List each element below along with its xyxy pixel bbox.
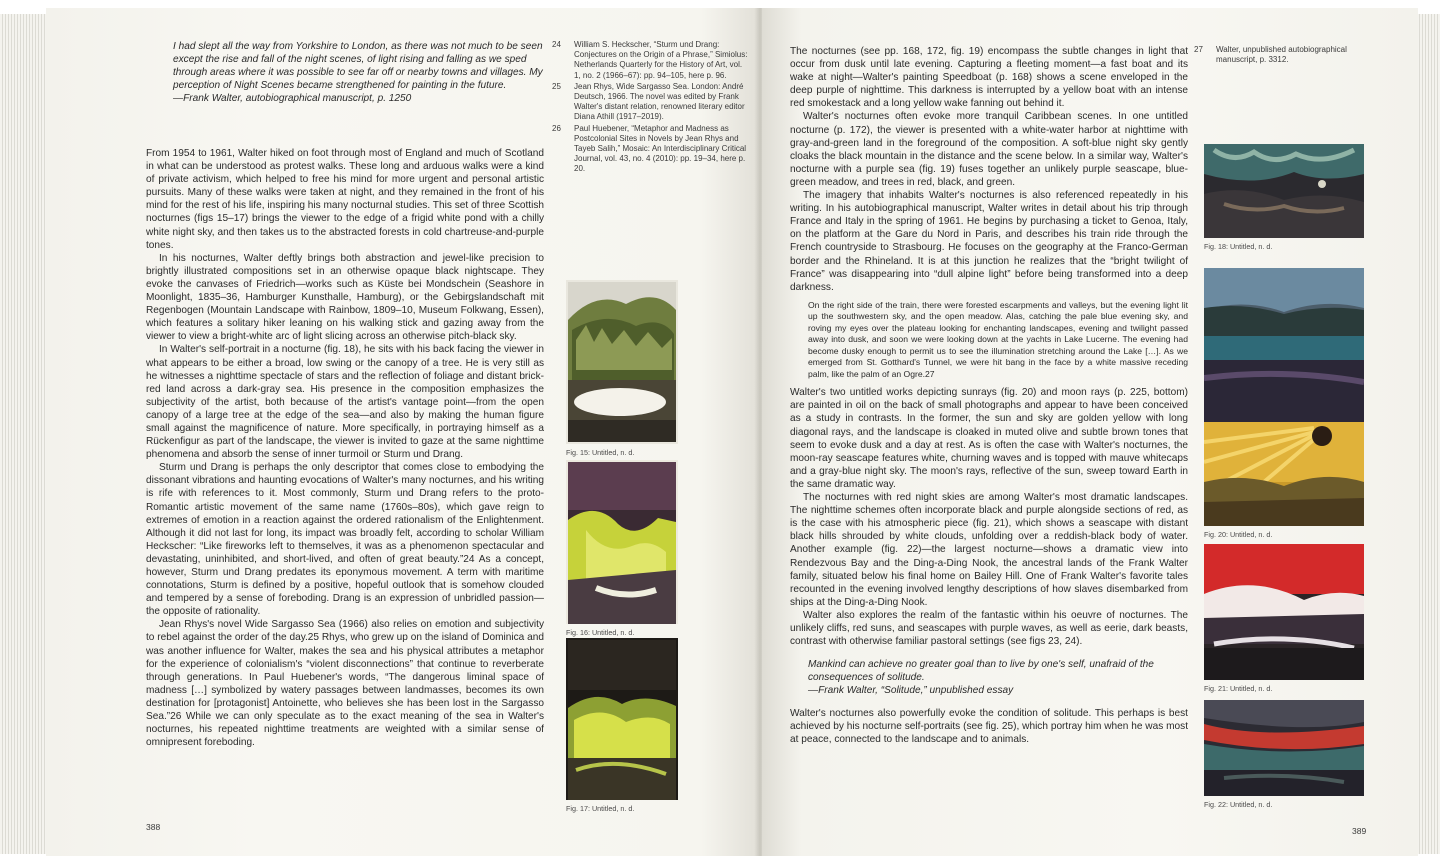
painting-image: [1204, 422, 1364, 526]
painting-image: [566, 460, 678, 624]
paragraph: From 1954 to 1961, Walter hiked on foot through most of England and much of Scotland in what can be understood as protest walks. These long and arduous walks were a kind of private activism, which helped to free his mind for more urgent and personal artistic pursuits. Many of these walks were taken at night, and they remained in the front of his mind for the rest of his life, inspiring his many nocturnal studies. This set of three Scottish nocturnes (figs 15–17) brings the viewer to the edge of a frigid white pond with a chilly white night sky, and then takes us to the abstracted forests in cold chartreuse-and-purple tones.: [146, 148, 544, 251]
footnote: 25 Jean Rhys, Wide Sargasso Sea. London: André Deutsch, 1966. The novel was edited by Frank Walter's distant relation, renowned literary editor Diana Athill (1917–2019).: [552, 81, 745, 122]
paragraph: The nocturnes (see pp. 168, 172, fig. 19) encompass the subtle changes in light that occur from dusk until late evening. Capturing a fleeting moment—a fast boat and its wake at night—Walter's painting Speedboat (p. 168) shows a scene enveloped in the deep purple of nighttime. This darkness is interrupted by a yellow boat with an intense red smokestack and a long yellow wake fanning out behind it.: [790, 46, 1188, 110]
right-epigraph-attribution: —Frank Walter, “Solitude,” unpublished essay: [808, 685, 1014, 697]
paragraph: In Walter's self-portrait in a nocturne (fig. 18), he sits with his back facing the viewer in what appears to be either a broad, low swing or the canopy of a tree. He is very still as he witnesses a nighttime spectacle of stars and the reflection of foliage and distant brick-red land across a dark-gray sea. His presence in the composition emphasizes the subjectivity of the artist, both because of the artist's vantage point—from the open canopy of a large tree at the edge of the sea—and also by making the human figure small against the magnificence of nature. More specifically, in portraying himself as a Rückenfigur as part of the landscape, the viewer is invited to gaze at the same nighttime phenomena and absorb the sense of inner turmoil or Sturm und Drang.: [146, 344, 544, 461]
page-number: 388: [146, 822, 161, 832]
figure-caption: Fig. 16: Untitled, n. d.: [566, 628, 635, 637]
painting-image: [1204, 544, 1364, 680]
figure-caption: Fig. 17: Untitled, n. d.: [566, 804, 635, 813]
left-body-text: [146, 147, 544, 749]
figure-caption: Fig. 15: Untitled, n. d.: [566, 448, 635, 457]
painting-image: [566, 638, 678, 800]
footnote: 24 William S. Heckscher, “Sturm und Drang: Conjectures on the Origin of a Phrase,” Simiolus: Netherlands Quarterly for the History of Art, vol. 1, no. 2 (1966–67): pp. 94–105, here p. 96.: [552, 40, 748, 80]
painting-image: [1204, 268, 1364, 428]
page-edges-left: [0, 14, 52, 854]
left-epigraph-attribution: —Frank Walter, autobiographical manuscript, p. 1250: [173, 93, 412, 104]
footnote: 27 Walter, unpublished autobiographical manuscript, p. 3312.: [1194, 45, 1347, 65]
figure-caption: Fig. 18: Untitled, n. d.: [1204, 242, 1273, 251]
blockquote: On the right side of the train, there were forested escarpments and valleys, but the evening light lit up the southwestern sky, and the open meadow. Alas, catching the pale blue evening sky, and roving my eyes over the plateau looking for enchanting landscapes, evening and twilight passed away into dusk, and soon we were looking down at the yachts in Lake Lucerne. The evening had become dusky enough to permit us to see the illumination stretching around the Lake […]. As we emerged from St. Gotthard's Tunnel, we were hit bang in the face by a white massive receding palm, like the palm of an Ogre.27: [808, 299, 1188, 379]
painting-image: [566, 280, 678, 444]
paragraph: The imagery that inhabits Walter's nocturnes is also referenced repeatedly in his writing. In his autobiographical manuscript, Walter writes in detail about his trip through France and Italy in the spring of 1961. He begins by purchasing a ticket to Genoa, Italy, on the platform at the Gare du Nord in Paris, and describes his train ride through the French countryside to Strasbourg. He focuses on the geography at the Franco-German border and the Rhineland. It is at this junction he realizes that the “bright twilight of France” was disappearing into “dull alpine light” before being transformed into a deep darkness.: [790, 190, 1188, 293]
paragraph: Walter's two untitled works depicting sunrays (fig. 20) and moon rays (p. 225, bottom) are painted in oil on the back of small photographs and appear to have been conceived as a study in contrasts. In the former, the sun and sky are golden yellow with long diagonal rays, and the landscape is cloaked in muted olive and subtle brown tones that seem to evoke dusk and a day at rest. As is often the case with Walter's nocturnes, the moon-ray seascape features white, churning waves and is topped with mauve whitecaps and a gray-blue night sky. The moon's rays, reflective of the sun, sweep toward Earth in the same dramatic way.: [790, 387, 1188, 490]
painting-image: [1204, 144, 1364, 238]
left-page: [46, 8, 758, 856]
figure-caption: Fig. 20: Untitled, n. d.: [1204, 530, 1273, 539]
left-epigraph: [173, 40, 545, 105]
right-epigraph-text: Mankind can achieve no greater goal than to live by one's self, unafraid of the consequences of solitude.: [808, 659, 1154, 684]
figure-caption: Fig. 22: Untitled, n. d.: [1204, 800, 1273, 809]
right-footnotes: [1194, 45, 1364, 66]
left-epigraph-text: I had slept all the way from Yorkshire to London, as there was not much to be seen except the rise and fall of the night scenes, of light rising and falling as we sped through areas where it was possible to see far off or nearby towns and villages. My perception of Night Scenes became strengthened for painting in the future.: [173, 41, 543, 91]
right-epigraph: [808, 658, 1188, 697]
paragraph: Walter's nocturnes often evoke more tranquil Caribbean scenes. In one untitled nocturne (p. 172), the viewer is presented with a white-water harbor at nighttime with gray-and-green land in the foreground of the composition. A soft-blue night sky gently cloaks the black mountain in the distance and the scene below. In a similar way, Walter's nocturne with a purple sea (fig. 19) fuses together an unlikely purple seascape, blue-green meadow, and trees in red, black, and green.: [790, 111, 1188, 188]
paragraph: Jean Rhys's novel Wide Sargasso Sea (1966) also relies on emotion and subjectivity to rebel against the order of the day.25 Rhys, who grew up on the island of Dominica and was another influence for Walter, makes the sea and his physical attributes a metaphor for the experience of colonialism's “violent disconnections” that continue to reverberate through generations. In Paul Huebener's words, “The dangerous liminal space of madness […] symbolized by watery passages between landmasses, becomes its own destination for [protagonist] Antoinette, who believes she has been lost in the Sargasso Sea.”26 While we can only speculate as to the exact meaning of the sea in Walter's nocturnes, his repeated nighttime treatments are weighted with a similar sense of omnipresent foreboding.: [146, 619, 544, 749]
paragraph: In his nocturnes, Walter deftly brings both abstraction and jewel-like precision to brightly illustrated compositions set in an otherwise opaque black nightscape. They evoke the canvases of Friedrich—works such as Küste bei Mondschein (Seashore in Moonlight, 1835–36, Hamburger Kunsthalle, Hamburg), or the Gebirgslandschaft mit Regenbogen (Mountain Landscape with Rainbow, 1809–10, Museum Folkwang, Essen), which features a solitary hiker leaning on his walking stick and gazing away from the viewer to view a bright-white arc of light slicing across an otherwise pitch-black sky.: [146, 252, 544, 343]
page-number: 389: [1352, 826, 1367, 836]
left-footnotes: [552, 40, 748, 176]
footnote: 26 Paul Huebener, “Metaphor and Madness as Postcolonial Sites in Novels by Jean Rhys and Tayeb Salih,” Mosaic: An Interdisciplinary Critical Journal, vol. 43, no. 4 (2010): pp. 19–34, here p. 20.: [552, 123, 747, 174]
right-page: [762, 8, 1418, 856]
painting-image: [1204, 700, 1364, 796]
right-body-text: [790, 45, 1188, 746]
paragraph: Walter also explores the realm of the fantastic within his oeuvre of nocturnes. The unlikely cliffs, red suns, and seascapes with purple waves, as well as eerie, dark beasts, contrast with otherwise familiar pastoral settings (see figs 23, 24).: [790, 609, 1188, 648]
figure-caption: Fig. 21: Untitled, n. d.: [1204, 684, 1273, 693]
paragraph: Walter's nocturnes also powerfully evoke the condition of solitude. This perhaps is best achieved by his nocturne self-portraits (see fig. 25), which portray him when he was most at peace, connected to the landscape and to animals.: [790, 708, 1188, 746]
paragraph: Sturm und Drang is perhaps the only descriptor that comes close to embodying the dissonant vibrations and haunting evocations of Walter's many nocturnes, and his writing is rife with references to it. Most commonly, Sturm und Drang refers to the proto-Romantic artistic movement of the same name (1760s–80s), which gave reign to extremes of emotion in a reaction against the ordered rationalism of the Enlightenment. Although it did not last for long, its impact was broadly felt, according to scholar William Heckscher: “Like fireworks left to themselves, it was as a phenomenon spectacular and devastating, uninhibited, and short-lived, and often of great beauty.”24 As a concept, however, Sturm und Drang predates its eponymous movement. A term with maritime connotations, Sturm is defined by a positive, hopeful outlook that is somehow clouded and tempered by a sense of foreboding. Drang is an expression of unbridled passion—the opposite of rationality.: [146, 462, 544, 618]
paragraph: The nocturnes with red night skies are among Walter's most dramatic landscapes. The nighttime schemes often incorporate black and purple alongside sections of red, as is the case with his atmospheric piece (fig. 21), which shows a seascape with distant black hills shrouded by white clouds, unfolding over a reddish-black body of water. Another example (fig. 22)—the largest nocturne—shows a dramatic view into Rendezvous Bay and the Ding-a-Ding Nook, the ancestral lands of the Frank Walter family, situated below his final home on Bailey Hill. One of Frank Walter's favorite tales recounted in the evening involved lengthy descriptions of how slaves disembarked from ships at the Ding-a-Ding Nook.: [790, 492, 1188, 608]
